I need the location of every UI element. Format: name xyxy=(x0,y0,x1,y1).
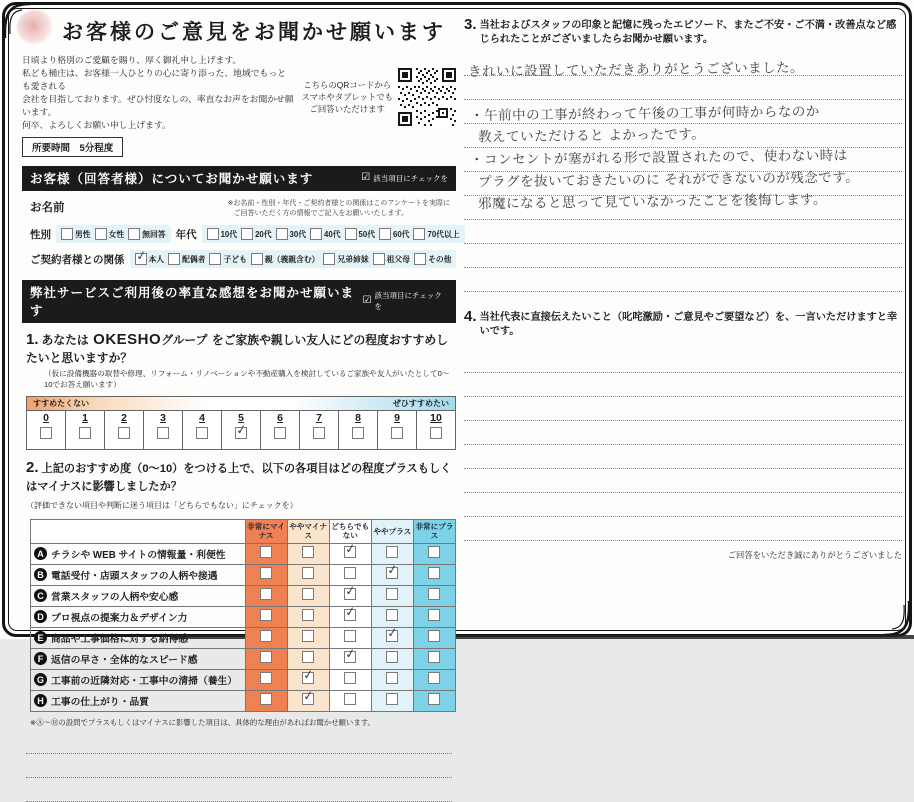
row-letter-badge: A xyxy=(34,547,47,560)
checkbox[interactable] xyxy=(386,609,398,621)
checkbox[interactable] xyxy=(428,630,440,642)
row-label-cell xyxy=(31,627,246,648)
rating-cell xyxy=(245,606,287,627)
table-row xyxy=(31,564,456,585)
table-row xyxy=(31,627,456,648)
checkbox[interactable] xyxy=(235,427,247,439)
checkbox[interactable] xyxy=(302,693,314,705)
checkbox[interactable] xyxy=(260,630,272,642)
checkbox[interactable] xyxy=(168,253,180,265)
checkbox[interactable] xyxy=(260,588,272,600)
option-label: 男性 xyxy=(75,229,91,239)
checkbox[interactable] xyxy=(40,427,52,439)
checkbox[interactable] xyxy=(302,651,314,663)
row-label: 工事の仕上がり・品質 xyxy=(51,696,149,708)
handwritten-text: ・コンセントが塞がれる形で設置されたので、使わない時は xyxy=(469,147,848,167)
rating-cell xyxy=(329,669,371,690)
question-subnote: （評価できない項目や判断に迷う項目は「どちらでもない」にチェックを） xyxy=(26,501,298,510)
checkbox[interactable] xyxy=(313,427,325,439)
checkbox[interactable] xyxy=(207,228,219,240)
nps-value: 10 xyxy=(430,412,442,424)
rating-cell xyxy=(287,606,329,627)
checkbox[interactable] xyxy=(344,672,356,684)
checkbox-option[interactable] xyxy=(168,253,205,265)
row-letter-badge: B xyxy=(34,568,47,581)
option-label: 親（義親含む） xyxy=(264,254,320,264)
rating-cell xyxy=(413,543,455,564)
name-row xyxy=(30,199,456,218)
question-number: 3. xyxy=(464,16,477,33)
checkbox-option[interactable] xyxy=(413,228,459,240)
checkbox[interactable] xyxy=(260,651,272,663)
nps-scale xyxy=(26,396,456,450)
checkbox[interactable] xyxy=(260,672,272,684)
checkbox[interactable] xyxy=(241,228,253,240)
question-text: 当社代表に直接伝えたいこと（叱咤激励・ご意見やご要望など）を、一言いただけますと幸いです。 xyxy=(479,311,898,337)
gender-label: 性別 xyxy=(30,228,51,241)
question-number: 1. xyxy=(26,331,39,348)
checkbox-option[interactable] xyxy=(61,228,91,240)
section-header-feedback xyxy=(22,280,456,323)
rating-cell xyxy=(413,669,455,690)
checkbox[interactable] xyxy=(344,567,356,579)
row-label: チラシや WEB サイトの情報量・利便性 xyxy=(51,549,226,561)
checkbox[interactable] xyxy=(379,228,391,240)
nps-value: 8 xyxy=(355,412,361,424)
nps-cell[interactable] xyxy=(143,411,182,449)
handwritten-text: きれいに設置していただきありがとうございました。 xyxy=(467,59,805,79)
checkbox-option[interactable] xyxy=(345,228,375,240)
checkbox[interactable] xyxy=(310,228,322,240)
intro-row xyxy=(22,54,456,157)
checkbox[interactable] xyxy=(302,672,314,684)
row-label-cell xyxy=(31,690,246,711)
checkbox[interactable] xyxy=(386,651,398,663)
rating-cell xyxy=(245,690,287,711)
checkbox-option[interactable] xyxy=(414,253,451,265)
checkbox-option[interactable] xyxy=(128,228,165,240)
row-label-cell xyxy=(31,606,246,627)
checkbox[interactable] xyxy=(386,588,398,600)
column-header: ややマイナス xyxy=(287,520,329,544)
option-label: 子ども xyxy=(223,254,247,264)
option-label: その他 xyxy=(428,254,452,264)
section-header-label: お客様（回答者様）についてお聞かせ願います xyxy=(30,172,314,186)
row-label-cell xyxy=(31,648,246,669)
brand-suffix: グループ xyxy=(161,333,208,347)
checkbox[interactable] xyxy=(344,693,356,705)
checkbox[interactable] xyxy=(373,253,385,265)
option-label: 30代 xyxy=(289,229,307,239)
rating-cell xyxy=(287,543,329,564)
checkbox[interactable] xyxy=(428,693,440,705)
writing-line[interactable] xyxy=(464,517,902,541)
option-label: 10代 xyxy=(220,229,238,239)
row-letter-badge: G xyxy=(34,673,47,686)
checkbox-option[interactable] xyxy=(95,228,125,240)
checkbox[interactable] xyxy=(157,427,169,439)
rating-cell xyxy=(245,648,287,669)
check-note-label: 該当項目にチェックを xyxy=(374,291,442,311)
checkbox[interactable] xyxy=(428,588,440,600)
column-header: 非常にプラス xyxy=(413,520,455,544)
checkbox[interactable] xyxy=(345,228,357,240)
handwritten-text: 教えていただけると よかったです。 xyxy=(477,126,706,144)
checkbox-option[interactable] xyxy=(310,228,340,240)
checkbox[interactable] xyxy=(428,546,440,558)
thanks-message: ご回答をいただき誠にありがとうございました xyxy=(727,550,902,561)
checkbox[interactable] xyxy=(413,228,425,240)
page-title: お客様のご意見をお聞かせ願います xyxy=(62,21,446,44)
option-label: 本人 xyxy=(148,254,165,264)
question-3 xyxy=(464,16,902,48)
table-header-blank xyxy=(31,520,246,544)
relation-options xyxy=(130,250,457,268)
checkbox[interactable] xyxy=(386,630,398,642)
writing-line[interactable] xyxy=(464,244,902,268)
rating-cell xyxy=(413,606,455,627)
checkbox[interactable] xyxy=(196,427,208,439)
checkbox[interactable] xyxy=(135,253,147,265)
rating-cell xyxy=(413,648,455,669)
question-text: あなたは xyxy=(41,333,89,347)
nps-cell[interactable] xyxy=(104,411,143,449)
answer-area-q3 xyxy=(464,52,902,292)
row-letter-badge: F xyxy=(34,652,47,665)
nps-cell[interactable] xyxy=(377,411,416,449)
nps-value: 9 xyxy=(394,412,400,424)
relation-label: ご契約者様との関係 xyxy=(30,253,125,266)
row-label-cell xyxy=(31,543,246,564)
question-number: 4. xyxy=(464,307,477,325)
option-label: 女性 xyxy=(108,229,125,239)
checkbox[interactable] xyxy=(428,672,440,684)
checked-box-icon: ☑ xyxy=(362,295,372,306)
rating-cell xyxy=(329,690,371,711)
option-label: 60代 xyxy=(393,229,410,239)
checkbox[interactable] xyxy=(428,609,440,621)
question-text: 上記のおすすめ度（0～10）をつける上で、以下の各項目はどの程度プラスもしくはマイナスに影響しましたか？ xyxy=(26,463,452,493)
writing-line[interactable] xyxy=(464,493,902,517)
checkbox[interactable] xyxy=(414,253,426,265)
row-letter-badge: D xyxy=(34,610,47,623)
option-label: 70代以上 xyxy=(427,229,460,239)
rating-cell xyxy=(371,669,413,690)
checkbox[interactable] xyxy=(260,693,272,705)
checkbox[interactable] xyxy=(251,253,263,265)
question-1 xyxy=(26,331,456,390)
checkbox[interactable] xyxy=(430,427,442,439)
nps-value: 7 xyxy=(316,412,322,424)
row-label-cell xyxy=(31,669,246,690)
rating-cell xyxy=(287,564,329,585)
row-label: プロ視点の提案力＆デザイン力 xyxy=(51,612,188,624)
row-label: 営業スタッフの人柄や安心感 xyxy=(51,591,179,603)
nps-cell[interactable] xyxy=(338,411,377,449)
checkbox[interactable] xyxy=(344,630,356,642)
option-label: 兄弟姉妹 xyxy=(337,254,369,264)
writing-line[interactable] xyxy=(464,469,902,493)
checkbox[interactable] xyxy=(260,609,272,621)
checkbox[interactable] xyxy=(386,672,398,684)
checkbox[interactable] xyxy=(302,630,314,642)
rating-cell xyxy=(371,627,413,648)
intro-block xyxy=(22,54,294,157)
name-field-label: お名前 xyxy=(30,202,65,214)
option-label: 20代 xyxy=(255,229,272,239)
checkbox[interactable] xyxy=(209,253,221,265)
checkbox[interactable] xyxy=(428,567,440,579)
checkbox[interactable] xyxy=(61,228,73,240)
nps-scale-header xyxy=(27,397,455,410)
qr-caption-line: ご回答いただけます xyxy=(309,104,385,114)
checkbox[interactable] xyxy=(323,253,335,265)
checkbox[interactable] xyxy=(95,228,107,240)
writing-line[interactable] xyxy=(26,754,452,778)
rating-table xyxy=(30,519,456,712)
nps-left-label: すすめたくない xyxy=(33,399,90,408)
table-footnote: ※Ⓐ～Ⓗの設問でプラスもしくはマイナスに影響した項目は、具体的な理由があればお聞かせ願います。 xyxy=(30,717,375,727)
handwritten-text: 邪魔になると思って見ていなかったことを後悔します。 xyxy=(477,191,828,211)
qr-caption-line: こちらのQRコードから xyxy=(303,80,392,90)
rating-cell xyxy=(371,690,413,711)
writing-line[interactable] xyxy=(464,349,902,373)
row-label: 工事前の近隣対応・工事中の清掃（養生） xyxy=(51,675,238,687)
table-row xyxy=(31,690,456,711)
table-row xyxy=(31,585,456,606)
check-note xyxy=(363,290,448,312)
checkbox[interactable] xyxy=(274,427,286,439)
nps-cell[interactable] xyxy=(299,411,338,449)
rating-cell xyxy=(413,564,455,585)
question-text: 当社およびスタッフの印象と記憶に残ったエピソード、またご不安・ご不満・改善点など感じられたことがございましたらお聞かせ願います。 xyxy=(479,20,897,46)
intro-line: 私ども桶庄は、お客様一人ひとりの心に寄り添った、地域でもっとも愛される xyxy=(22,68,286,91)
intro-line: 日頃より格別のご愛顧を賜り、厚く御礼申し上げます。 xyxy=(22,55,242,65)
qr-caption xyxy=(301,79,393,115)
row-label-cell xyxy=(31,585,246,606)
name-note xyxy=(228,199,450,218)
nps-cells xyxy=(27,410,455,449)
writing-line[interactable] xyxy=(26,778,452,802)
check-note-label: 該当項目にチェックを xyxy=(373,173,448,183)
nps-value: 5 xyxy=(238,412,244,424)
row-letter-badge: E xyxy=(34,631,47,644)
table-row xyxy=(31,669,456,690)
writing-line[interactable] xyxy=(464,445,902,469)
checkbox[interactable] xyxy=(352,427,364,439)
checkbox-option[interactable] xyxy=(379,228,409,240)
checkbox[interactable] xyxy=(344,651,356,663)
checkbox[interactable] xyxy=(302,609,314,621)
checkbox-option[interactable] xyxy=(135,253,165,265)
intro-line: 会社を目指しております。ぜひ忖度なしの、率直なお声をお聞かせ願います。 xyxy=(22,94,294,117)
option-label: 40代 xyxy=(324,229,341,239)
handwritten-text: プラグを抜いておきたいのに それができないのが残念です。 xyxy=(477,169,860,189)
rating-cell xyxy=(413,627,455,648)
rating-cell xyxy=(371,648,413,669)
column-header: 非常にマイナス xyxy=(245,520,287,544)
question-number: 2. xyxy=(26,459,39,476)
brand-name: OKESHO xyxy=(93,331,162,348)
row-label: 商品や工事価格に対する納得感 xyxy=(51,633,189,645)
row-letter-badge: C xyxy=(34,589,47,602)
comment-area xyxy=(26,730,452,802)
row-label: 返信の早さ・全体的なスピード感 xyxy=(51,654,198,666)
checkbox[interactable] xyxy=(260,546,272,558)
checkbox[interactable] xyxy=(391,427,403,439)
rating-cell xyxy=(287,585,329,606)
checkbox[interactable] xyxy=(344,588,356,600)
writing-line[interactable] xyxy=(464,421,902,445)
checkbox[interactable] xyxy=(128,228,140,240)
checkbox[interactable] xyxy=(79,427,91,439)
qr-code-icon xyxy=(398,68,456,126)
checkbox[interactable] xyxy=(344,546,356,558)
row-label-cell xyxy=(31,564,246,585)
checkbox-option[interactable] xyxy=(373,253,410,265)
nps-value: 2 xyxy=(121,412,127,424)
rating-cell xyxy=(245,543,287,564)
nps-value: 6 xyxy=(277,412,283,424)
checkbox[interactable] xyxy=(386,693,398,705)
rating-cell xyxy=(413,690,455,711)
qr-caption-line: スマホやタブレットでも xyxy=(301,92,393,102)
nps-value: 4 xyxy=(199,412,205,424)
name-note-line: ご回答いただく方の情報でご記入をお願いいたします。 xyxy=(233,209,408,217)
writing-line[interactable] xyxy=(464,397,902,421)
table-header-row xyxy=(31,520,456,544)
rating-cell xyxy=(245,627,287,648)
section-header-customer xyxy=(22,166,456,191)
rating-cell xyxy=(329,648,371,669)
checkbox-option[interactable] xyxy=(207,228,237,240)
intro-line: 何卒、よろしくお願い申し上げます。 xyxy=(22,120,171,130)
nps-value: 3 xyxy=(160,412,166,424)
writing-line[interactable] xyxy=(464,268,902,292)
age-label: 年代 xyxy=(175,228,197,241)
relation-row xyxy=(30,250,456,268)
checkbox-option[interactable] xyxy=(323,253,368,265)
rating-cell xyxy=(287,690,329,711)
checkbox[interactable] xyxy=(386,567,398,579)
nps-value: 1 xyxy=(82,412,88,424)
checkbox-option[interactable] xyxy=(276,228,306,240)
nps-value: 0 xyxy=(43,412,49,424)
gender-options xyxy=(56,225,171,243)
gender-age-row xyxy=(30,225,460,243)
name-note-line: ※お名前・性別・年代・ご契約者様との関係はこのアンケートを実際に xyxy=(227,200,450,207)
rating-cell xyxy=(371,585,413,606)
check-note xyxy=(361,173,448,184)
row-label: 電話受付・店頭スタッフの人柄や接遇 xyxy=(51,570,218,582)
rating-cell xyxy=(245,669,287,690)
nps-cell[interactable] xyxy=(65,411,104,449)
column-header: どちらでもない xyxy=(329,520,371,544)
rating-cell xyxy=(245,564,287,585)
checkbox[interactable] xyxy=(260,567,272,579)
rating-cell xyxy=(371,564,413,585)
right-column xyxy=(464,16,902,561)
rating-cell xyxy=(245,585,287,606)
question-subnote: （仮に設備機器の取替や修理、リフォーム・リノベーションや不動産購入を検討しているご家族や友人がいたとして0～10でお答え願います） xyxy=(44,369,450,389)
checkbox-option[interactable] xyxy=(251,253,320,265)
nps-cell[interactable] xyxy=(182,411,221,449)
nps-cell[interactable] xyxy=(27,411,65,449)
checkbox[interactable] xyxy=(386,546,398,558)
time-required-box: 所要時間 5分程度 xyxy=(22,137,123,157)
column-header: ややプラス xyxy=(371,520,413,544)
writing-line[interactable] xyxy=(26,730,452,754)
question-2 xyxy=(26,459,456,513)
rating-cell xyxy=(413,585,455,606)
checkbox[interactable] xyxy=(344,609,356,621)
nps-cell[interactable] xyxy=(260,411,299,449)
option-label: 50代 xyxy=(358,229,375,239)
option-label: 配偶者 xyxy=(182,254,206,264)
nps-cell[interactable] xyxy=(416,411,455,449)
checkbox[interactable] xyxy=(118,427,130,439)
option-label: 無回答 xyxy=(142,229,166,239)
nps-cell[interactable] xyxy=(221,411,260,449)
table-row xyxy=(31,648,456,669)
question-text: をご家族や親しい友人にどの程度おすすめしたいと思いますか？ xyxy=(26,333,448,365)
handwritten-text: ・午前中の工事が終わって午後の工事が何時からなのか xyxy=(469,103,820,123)
corner-flourish-bottom-right xyxy=(880,599,914,639)
row-letter-badge: H xyxy=(34,694,47,707)
checkbox[interactable] xyxy=(302,567,314,579)
rating-cell xyxy=(287,627,329,648)
checkbox[interactable] xyxy=(302,546,314,558)
answer-area-q4 xyxy=(464,349,902,541)
left-column xyxy=(22,12,460,802)
section-header-label: 弊社サービスご利用後の率直な感想をお聞かせ願います xyxy=(30,286,355,318)
nps-right-label: ぜひすすめたい xyxy=(392,399,449,408)
checkbox-option[interactable] xyxy=(209,253,246,265)
checkbox[interactable] xyxy=(302,588,314,600)
rating-cell xyxy=(329,543,371,564)
writing-line[interactable] xyxy=(464,373,902,397)
question-4 xyxy=(464,308,902,340)
age-options xyxy=(202,225,465,243)
option-label: 祖父母 xyxy=(386,254,411,264)
qr-block xyxy=(298,68,456,126)
checkbox-option[interactable] xyxy=(241,228,271,240)
rating-cell xyxy=(329,606,371,627)
checked-box-icon: ☑ xyxy=(361,172,371,183)
checkbox[interactable] xyxy=(276,228,288,240)
writing-line[interactable] xyxy=(464,220,902,244)
checkbox[interactable] xyxy=(428,651,440,663)
